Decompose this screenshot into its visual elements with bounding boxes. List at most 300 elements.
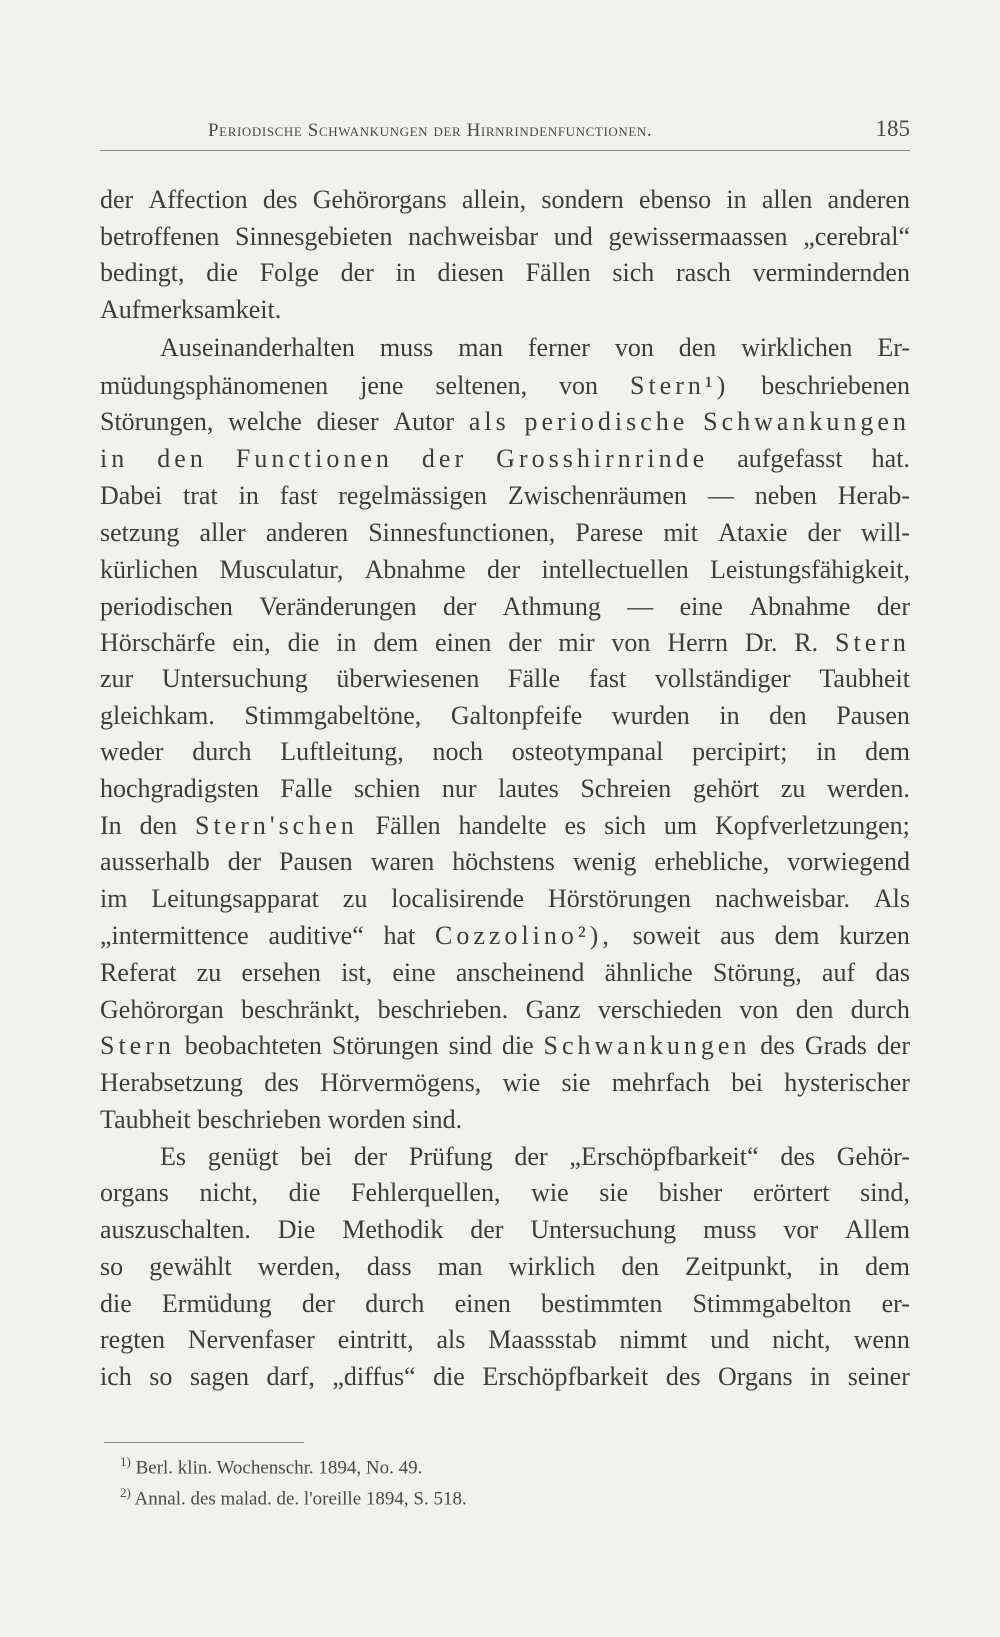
word: der xyxy=(470,1215,504,1244)
word: beschränkt, xyxy=(241,995,361,1024)
word: die xyxy=(433,1362,465,1391)
text-line xyxy=(160,1139,910,1175)
word: durch xyxy=(850,995,910,1024)
word: hat xyxy=(383,921,416,950)
word: anderen xyxy=(265,518,349,547)
word: Herab- xyxy=(837,481,910,510)
word: der xyxy=(353,1142,388,1171)
word: ebenso xyxy=(638,185,712,214)
word: setzung xyxy=(100,518,180,547)
word: auszuschalten. xyxy=(100,1215,251,1244)
text-line xyxy=(100,1359,910,1395)
text-line xyxy=(100,992,910,1028)
text-line xyxy=(100,1286,910,1322)
word: sich xyxy=(612,258,655,287)
word: Stern¹) xyxy=(630,371,730,400)
word: Athmung xyxy=(502,592,601,621)
word: Schwankungen xyxy=(703,407,910,436)
word: Untersuchung xyxy=(161,664,308,693)
footnote-marker: 2) xyxy=(120,1485,131,1500)
word: als xyxy=(468,407,510,436)
word: Grads xyxy=(804,1031,867,1060)
word: Herrn xyxy=(667,628,728,657)
word: zur xyxy=(100,664,134,693)
word: die xyxy=(287,628,320,657)
footnote-2 xyxy=(120,1480,467,1512)
word: auditive“ xyxy=(268,921,364,950)
word: dem xyxy=(865,1252,910,1281)
word: lautes xyxy=(498,774,559,803)
word: welche xyxy=(228,407,302,436)
word: wie xyxy=(531,1178,569,1207)
word: werden, xyxy=(257,1252,341,1281)
word: vor xyxy=(783,1215,819,1244)
word: localisirende xyxy=(391,884,525,913)
footnote-rule xyxy=(104,1442,304,1443)
word: seltenen, xyxy=(435,371,528,400)
word: der xyxy=(508,628,542,657)
word: Kopfverletzungen; xyxy=(714,811,910,840)
word: erörtert xyxy=(752,1178,830,1207)
word: gehört xyxy=(692,774,760,803)
word: hysterischer xyxy=(784,1068,910,1097)
word: in xyxy=(238,481,259,510)
word: die xyxy=(100,1289,132,1318)
word: kurzen xyxy=(839,921,910,950)
word: Stimmgabelton xyxy=(692,1289,852,1318)
word: Fehlerquellen, xyxy=(351,1178,501,1207)
word: der xyxy=(514,1142,548,1171)
word: das xyxy=(875,958,910,987)
word: im xyxy=(100,884,128,913)
word: organs xyxy=(100,1178,169,1207)
word: Sinnesfunctionen, xyxy=(368,518,556,547)
word: so xyxy=(100,1252,124,1281)
word: Fällen xyxy=(525,258,591,287)
word: als xyxy=(436,1325,466,1354)
word: der xyxy=(443,592,477,621)
word: Folge xyxy=(259,258,319,287)
word: kürlichen xyxy=(100,555,199,584)
text-line xyxy=(100,478,910,514)
word: durch xyxy=(192,737,252,766)
word: wenn xyxy=(853,1325,910,1354)
text-line xyxy=(100,698,910,734)
word: des xyxy=(760,1031,795,1060)
word: „cerebral“ xyxy=(803,222,910,251)
word: darf, xyxy=(266,1362,315,1391)
word: diesen xyxy=(437,258,504,287)
word: so xyxy=(149,1362,173,1391)
word: Schreien xyxy=(580,774,672,803)
word: die xyxy=(501,1031,534,1060)
word: die xyxy=(288,1178,321,1207)
word: bei xyxy=(300,1142,333,1171)
word: den xyxy=(621,1252,659,1281)
word: bestimmten xyxy=(541,1289,663,1318)
word: Allem xyxy=(844,1215,910,1244)
word: sie xyxy=(561,1068,591,1097)
word: der xyxy=(421,444,468,473)
word: Es xyxy=(160,1142,186,1171)
word: nimmt xyxy=(619,1325,688,1354)
word: Fälle xyxy=(508,664,561,693)
word: der xyxy=(340,258,374,287)
text-line xyxy=(100,368,910,404)
word: Musculatur, xyxy=(219,555,344,584)
word: genügt xyxy=(207,1142,279,1171)
word: nicht, xyxy=(199,1178,258,1207)
word: aller xyxy=(199,518,246,547)
word: Störungen xyxy=(331,1031,439,1060)
word: ich xyxy=(100,1362,132,1391)
text-line xyxy=(160,330,910,366)
word: es xyxy=(564,811,587,840)
word: und xyxy=(553,222,593,251)
text-line xyxy=(100,734,910,770)
word: Hörvermögens, xyxy=(320,1068,482,1097)
word: dem xyxy=(373,628,419,657)
word: müdungsphänomenen xyxy=(100,371,329,400)
word: einen xyxy=(454,1289,511,1318)
word: nicht, xyxy=(772,1325,831,1354)
word: muss xyxy=(703,1215,757,1244)
word: von xyxy=(614,333,654,362)
word: Stern xyxy=(835,628,910,657)
word: ein, xyxy=(232,628,271,657)
text-line xyxy=(100,918,910,954)
word: gleichkam. xyxy=(100,701,215,730)
word: Stern xyxy=(100,1031,175,1060)
word: Hörschärfe xyxy=(100,628,216,657)
word: periodischen xyxy=(100,592,233,621)
word: der xyxy=(807,518,841,547)
word: schien xyxy=(353,774,421,803)
word: Methodik xyxy=(342,1215,444,1244)
text-line: Aufmerksamkeit. xyxy=(100,295,282,324)
text-line xyxy=(100,1065,910,1101)
word: von xyxy=(611,628,651,657)
word: Herabsetzung xyxy=(100,1068,243,1097)
word: den xyxy=(795,995,834,1024)
word: Zwischenräumen xyxy=(507,481,687,510)
word: allen xyxy=(761,185,813,214)
word: sie xyxy=(599,1178,629,1207)
word: Functionen xyxy=(235,444,393,473)
word: Sinnesgebieten xyxy=(235,222,393,251)
word: Störungen, xyxy=(100,407,214,436)
text-line xyxy=(100,661,910,697)
word: dem xyxy=(865,737,910,766)
text-line xyxy=(100,404,910,440)
word: weder xyxy=(100,737,164,766)
text-line xyxy=(100,1322,910,1358)
word: hat. xyxy=(871,444,910,473)
word: auf xyxy=(821,958,856,987)
word: eine xyxy=(392,958,436,987)
word: Auseinanderhalten xyxy=(160,333,355,362)
word: allein, xyxy=(461,185,527,214)
text-line xyxy=(100,589,910,625)
word: osteotympanal xyxy=(511,737,664,766)
word: wirklichen xyxy=(741,333,853,362)
word: bei xyxy=(731,1068,763,1097)
word: Ganz xyxy=(525,995,581,1024)
word: regelmässigen xyxy=(338,481,487,510)
text-line xyxy=(100,881,910,917)
word: der xyxy=(876,1031,910,1060)
word: Störung, xyxy=(712,958,802,987)
word: sind xyxy=(448,1031,492,1060)
word: Pausen xyxy=(279,847,353,876)
word: dass xyxy=(366,1252,412,1281)
word: „intermittence xyxy=(100,921,249,950)
word: wie xyxy=(502,1068,541,1097)
word: aus xyxy=(720,921,755,950)
word: man xyxy=(437,1252,483,1281)
text-line xyxy=(100,625,910,661)
word: periodische xyxy=(524,407,689,436)
word: ist, xyxy=(341,958,373,987)
word: die xyxy=(206,258,238,287)
text-line xyxy=(100,182,910,218)
word: Dabei xyxy=(100,481,163,510)
word: der xyxy=(301,1289,336,1318)
footnote-text: Berl. klin. Wochenschr. 1894, No. 49. xyxy=(135,1457,423,1479)
word: Autor xyxy=(393,407,455,436)
word: Falle xyxy=(280,774,333,803)
footnote-1 xyxy=(120,1449,422,1481)
text-line xyxy=(100,844,910,880)
word: in xyxy=(810,1362,831,1391)
word: Als xyxy=(873,884,910,913)
word: ähnliche xyxy=(604,958,693,987)
word: werden. xyxy=(826,774,910,803)
word: regten xyxy=(100,1325,165,1354)
word: gewissermaassen xyxy=(608,222,788,251)
word: Organs xyxy=(717,1362,793,1391)
text-line xyxy=(100,1249,910,1285)
word: seiner xyxy=(847,1362,910,1391)
word: trat xyxy=(183,481,218,510)
word: fast xyxy=(588,664,627,693)
word: in xyxy=(395,258,416,287)
word: man xyxy=(458,333,503,362)
word: zu xyxy=(780,774,806,803)
word: überwiesenen xyxy=(336,664,480,693)
word: des xyxy=(262,185,298,214)
word: dieser xyxy=(316,407,379,436)
word: Dr. xyxy=(744,628,778,657)
word: und xyxy=(710,1325,750,1354)
word: des xyxy=(780,1142,815,1171)
word: Erschöpfbarkeit xyxy=(482,1362,649,1391)
page-number: 185 xyxy=(875,116,910,141)
word: nachweisbar. xyxy=(714,884,850,913)
word: Ermüdung xyxy=(161,1289,272,1318)
word: nur xyxy=(441,774,477,803)
word: ersehen xyxy=(241,958,321,987)
word: in xyxy=(336,628,357,657)
word: Fällen xyxy=(375,811,441,840)
word: erhebliche, xyxy=(654,847,770,876)
text-line xyxy=(100,955,910,991)
word: Stimmgabeltöne, xyxy=(244,701,422,730)
word: ferner xyxy=(527,333,590,362)
word: Er- xyxy=(877,333,910,362)
word: wurden xyxy=(611,701,690,730)
text-line xyxy=(100,441,910,477)
word: Untersuchung xyxy=(530,1215,677,1244)
word: Abnahme xyxy=(364,555,466,584)
word: den xyxy=(769,701,807,730)
word: sondern xyxy=(541,185,624,214)
word: der xyxy=(227,847,261,876)
word: eine xyxy=(679,592,723,621)
word: Leistungsfähigkeit, xyxy=(709,555,910,584)
word: anscheinend xyxy=(455,958,585,987)
word: beschrieben. xyxy=(377,995,509,1024)
word: Gehörorgans xyxy=(312,185,447,214)
word: der xyxy=(876,592,910,621)
footnote-text: Annal. des malad. de. l'oreille 1894, S. 518. xyxy=(134,1488,467,1510)
word: Nervenfaser xyxy=(187,1325,315,1354)
word: percipirt; xyxy=(692,737,788,766)
word: Parese xyxy=(575,518,644,547)
word: in xyxy=(818,1252,840,1281)
word: er- xyxy=(881,1289,910,1318)
word: Referat xyxy=(100,958,177,987)
word: Cozzolino²), xyxy=(435,921,613,950)
word: Galtonpfeife xyxy=(450,701,583,730)
word: der xyxy=(100,185,134,214)
word: dem xyxy=(774,921,820,950)
word: beobachteten xyxy=(184,1031,322,1060)
word: anderen xyxy=(827,185,910,214)
text-line xyxy=(100,771,910,807)
word: in xyxy=(100,444,129,473)
word: vorwiegend xyxy=(787,847,910,876)
word: betroffenen xyxy=(100,222,220,251)
word: bedingt, xyxy=(100,258,185,287)
word: mit xyxy=(663,518,698,547)
word: waren xyxy=(370,847,435,876)
word: von xyxy=(559,371,599,400)
word: Affection xyxy=(148,185,248,214)
word: Grosshirnrinde xyxy=(496,444,709,473)
word: in xyxy=(726,185,747,214)
word: aufgefasst xyxy=(737,444,843,473)
text-line xyxy=(100,1212,910,1248)
word: In xyxy=(100,811,122,840)
text-line xyxy=(100,255,910,291)
word: — xyxy=(707,481,734,510)
word: ausserhalb xyxy=(100,847,210,876)
word: — xyxy=(627,592,654,621)
word: mir xyxy=(558,628,595,657)
word: des xyxy=(264,1068,299,1097)
word: in xyxy=(719,701,740,730)
word: Taubheit xyxy=(819,664,910,693)
text-line: Taubheit beschrieben worden sind. xyxy=(100,1105,463,1134)
word: beschriebenen xyxy=(761,371,910,400)
word: Abnahme xyxy=(749,592,851,621)
word: durch xyxy=(365,1289,425,1318)
word: eintritt, xyxy=(337,1325,414,1354)
word: höchstens xyxy=(452,847,555,876)
word: Veränderungen xyxy=(259,592,417,621)
word: wirklich xyxy=(508,1252,596,1281)
word: zu xyxy=(196,958,222,987)
word: zu xyxy=(342,884,368,913)
word: Schwankungen xyxy=(543,1031,751,1060)
text-line xyxy=(100,808,910,844)
running-title: Periodische Schwankungen der Hirnrindenfunctionen. xyxy=(208,120,653,141)
text-line xyxy=(100,219,910,255)
word: Ataxie xyxy=(718,518,788,547)
word: Pausen xyxy=(836,701,910,730)
word: muss xyxy=(379,333,434,362)
word: Die xyxy=(277,1215,316,1244)
word: vermindernden xyxy=(752,258,910,287)
page-header xyxy=(100,118,910,151)
word: hochgradigsten xyxy=(100,774,259,803)
word: sich xyxy=(604,811,646,840)
word: wenig xyxy=(572,847,637,876)
word: noch xyxy=(432,737,483,766)
word: rasch xyxy=(676,258,731,287)
word: soweit xyxy=(632,921,701,950)
text-line xyxy=(100,1175,910,1211)
word: einen xyxy=(435,628,492,657)
word: handelte xyxy=(458,811,547,840)
text-line xyxy=(100,1028,910,1064)
word: will- xyxy=(860,518,910,547)
word: „Erschöpfbarkeit“ xyxy=(569,1142,759,1171)
word: Zeitpunkt, xyxy=(685,1252,793,1281)
word: sind, xyxy=(860,1178,910,1207)
word: um xyxy=(663,811,698,840)
word: Hörstörungen xyxy=(548,884,692,913)
word: bisher xyxy=(658,1178,723,1207)
word: den xyxy=(157,444,207,473)
word: von xyxy=(739,995,779,1024)
word: in xyxy=(816,737,837,766)
word: „diffus“ xyxy=(332,1362,416,1391)
word: des xyxy=(665,1362,701,1391)
word: R. xyxy=(794,628,819,657)
word: verschieden xyxy=(597,995,723,1024)
word: Luftleitung, xyxy=(280,737,404,766)
word: sagen xyxy=(189,1362,250,1391)
word: intellectuellen xyxy=(541,555,689,584)
word: neben xyxy=(754,481,817,510)
word: Gehör- xyxy=(836,1142,910,1171)
word: Leitungsapparat xyxy=(151,884,319,913)
word: Gehörorgan xyxy=(100,995,224,1024)
word: Prüfung xyxy=(408,1142,493,1171)
word: Maassstab xyxy=(488,1325,597,1354)
word: fast xyxy=(279,481,318,510)
word: jene xyxy=(360,371,404,400)
text-line xyxy=(100,515,910,551)
word: gewählt xyxy=(149,1252,232,1281)
word: vollständiger xyxy=(654,664,791,693)
footnote-marker: 1) xyxy=(120,1454,131,1469)
word: nachweisbar xyxy=(408,222,539,251)
word: den xyxy=(678,333,717,362)
word: mehrfach xyxy=(611,1068,710,1097)
